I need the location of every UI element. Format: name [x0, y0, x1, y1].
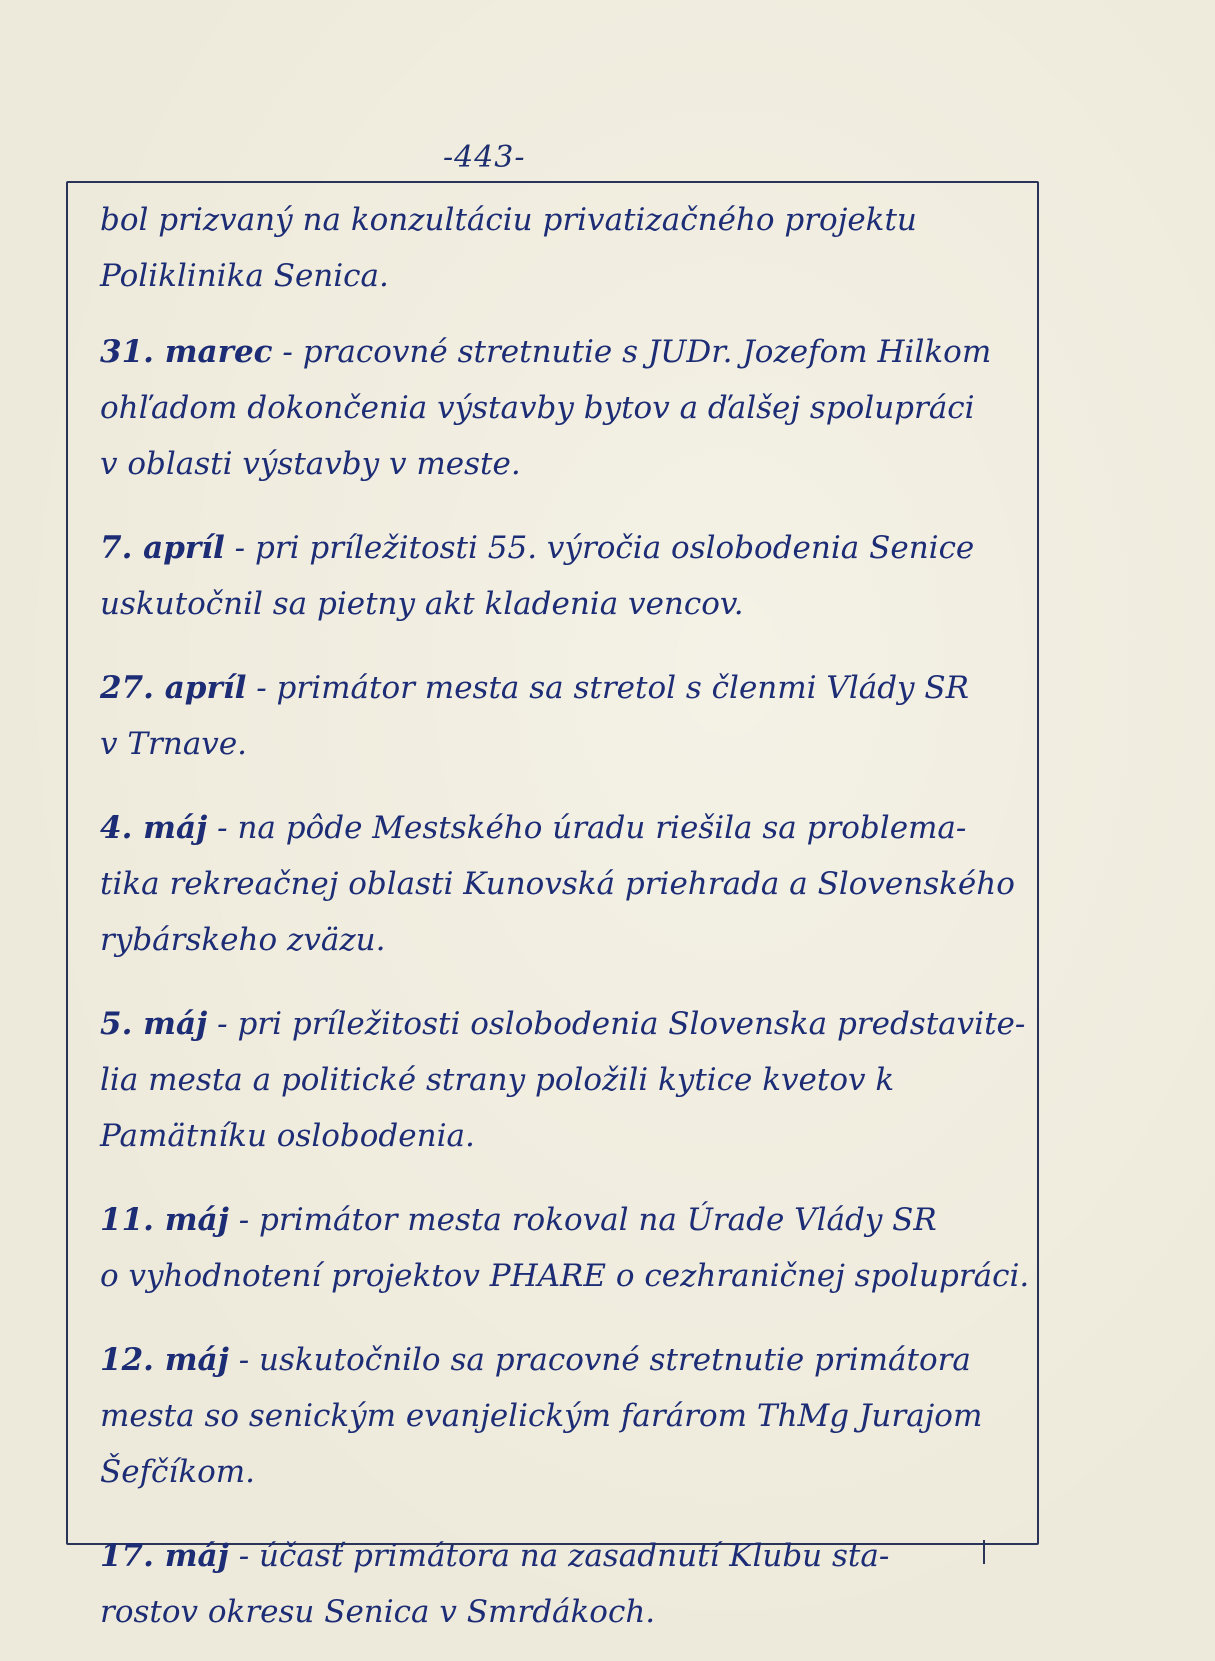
- entry-1: [100, 324, 1030, 492]
- entry-text: - primátor mesta sa stretol s členmi Vlády SR v Trnave.: [100, 670, 970, 762]
- entry-0: [100, 192, 1030, 304]
- entry-text: - pri príležitosti oslobodenia Slovenska predstavite- lia mesta a politické strany položili kytice kvetov k Pamätníku oslobodenia.: [100, 1006, 1026, 1154]
- chronicle-entries: [100, 192, 1030, 1640]
- entry-date: 31. marec: [100, 334, 273, 370]
- entry-text: - na pôde Mestského úradu riešila sa problema- tika rekreačnej oblasti Kunovská priehrada a Slovenského rybárskeho zväzu.: [100, 810, 1015, 958]
- entry-3: [100, 660, 1030, 772]
- entry-8: [100, 1528, 1030, 1640]
- entry-date: 27. apríl: [100, 670, 247, 706]
- entry-2: [100, 520, 1030, 632]
- entry-date: 17. máj: [100, 1538, 229, 1574]
- entry-6: [100, 1192, 1030, 1304]
- entry-4: [100, 800, 1030, 968]
- entry-7: [100, 1332, 1030, 1500]
- entry-text: - primátor mesta rokoval na Úrade Vlády SR o vyhodnotení projektov PHARE o cezhraničnej spolupráci.: [100, 1202, 1030, 1294]
- entry-date: 4. máj: [100, 810, 208, 846]
- entry-text: - pri príležitosti 55. výročia oslobodenia Senice uskutočnil sa pietny akt kladenia vencov.: [100, 530, 975, 622]
- entry-text: - pracovné stretnutie s JUDr. Jozefom Hilkom ohľadom dokončenia výstavby bytov a ďalšej spolupráci v oblasti výstavby v meste.: [100, 334, 992, 482]
- entry-5: [100, 996, 1030, 1164]
- entry-text: - uskutočnilo sa pracovné stretnutie primátora mesta so senickým evanjelickým farárom ThMg Jurajom Šefčíkom.: [100, 1342, 983, 1490]
- page-number: -443-: [443, 140, 526, 175]
- entry-date: 5. máj: [100, 1006, 208, 1042]
- entry-text: bol prizvaný na konzultáciu privatizačného projektu Poliklinika Senica.: [100, 202, 917, 294]
- entry-date: 7. apríl: [100, 530, 225, 566]
- entry-text: - účasť primátora na zasadnutí Klubu sta- rostov okresu Senica v Smrdákoch.: [100, 1538, 890, 1630]
- entry-date: 11. máj: [100, 1202, 229, 1238]
- entry-date: 12. máj: [100, 1342, 229, 1378]
